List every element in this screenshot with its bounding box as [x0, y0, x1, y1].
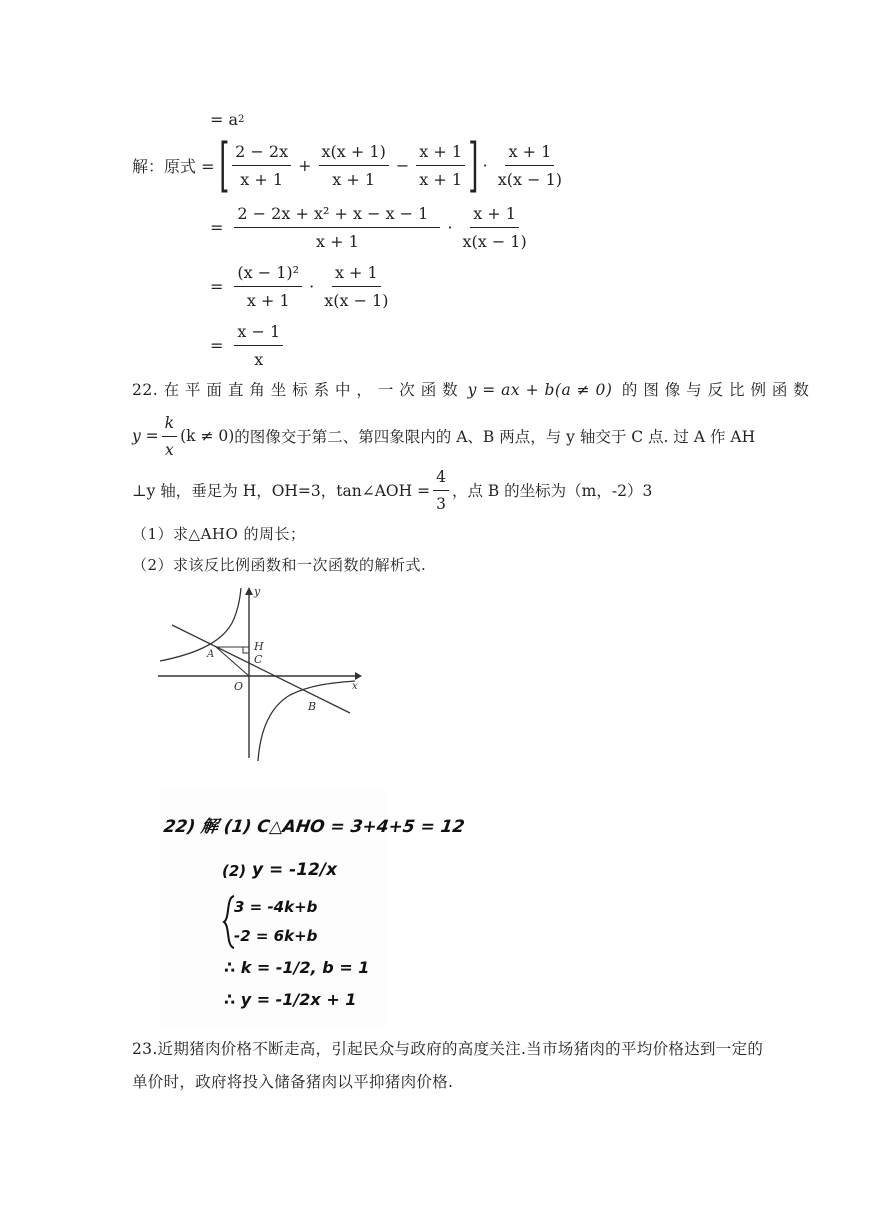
fraction-2: $\frac{x(x + 1)}{x + 1}$	[319, 142, 389, 189]
problem-23-line-2: 单价时，政府将投入储备猪肉以平抑猪肉价格.	[132, 1073, 454, 1091]
four-thirds-fraction: $\frac{4}{3}$	[433, 468, 449, 513]
hyperbola-branch-lower	[258, 681, 355, 761]
problem-22-line-2: y = $\frac{k}{x}$ (k ≠ 0) 的图像交于第二、第四象限内的 A、B 两点，与 y 轴交于 C 点. 过 A 作 AH	[132, 413, 756, 459]
label-H: H	[254, 640, 264, 653]
right-angle-mark	[243, 647, 249, 653]
label-A: A	[207, 649, 215, 660]
handwritten-line-5: ∴ k = -1/2, b = 1	[224, 958, 370, 977]
left-bracket: [	[218, 131, 229, 199]
solution-line-1: 解：原式 = [ $\frac{2 - 2x}{x + 1}$ + $\frac{x(x + 1)}{x + 1}$ − $\frac{x + 1}{x + 1}$ ] · $\frac{x + 1}{x(x - 1)}$	[132, 141, 568, 189]
handwritten-answer	[160, 790, 466, 1026]
solution-label: 解：原式 =	[132, 156, 215, 176]
problem-22-line-1: 22. 在 平 面 直 角 坐 标 系 中 ， 一 次 函 数 y = ax + b(a ≠ 0) 的 图 像 与 反 比 例 函 数	[132, 381, 810, 399]
result-text: = a	[210, 110, 239, 129]
result-exponent: 2	[238, 114, 245, 125]
y-axis-arrow	[245, 587, 253, 595]
fraction-4: $\frac{x + 1}{x(x - 1)}$	[497, 141, 563, 189]
handwritten-line-2: y = -12/x	[252, 860, 338, 880]
label-B: B	[308, 700, 317, 713]
label-y: y	[254, 585, 261, 598]
handwritten-line-1: 22) 解 (1) C△AHO = 3+4+5 = 12	[162, 817, 466, 837]
question-2: （2）求该反比例函数和一次函数的解析式.	[132, 556, 427, 574]
fraction-1: $\frac{2 - 2x}{x + 1}$	[232, 142, 291, 189]
label-C: C	[254, 653, 263, 666]
handwritten-line-3: 3 = -4k+b	[234, 898, 318, 916]
solution-line-2: = $\frac{\text{2 − 2x + x² + x − x − 1}}{x + 1}$ · $\frac{x + 1}{x(x - 1)}$	[210, 203, 533, 251]
fraction-8: $\frac{x + 1}{x(x - 1)}$	[324, 262, 389, 310]
label-x: x	[352, 681, 358, 692]
fraction-7: $\frac{\text{(x − 1)²}}{x + 1}$	[234, 263, 302, 310]
fraction-6: $\frac{x + 1}{x(x - 1)}$	[462, 203, 527, 251]
solution-line-3: = $\frac{\text{(x − 1)²}}{x + 1}$ · $\frac{x + 1}{x(x - 1)}$	[210, 262, 394, 310]
problem-23-line-1: 23.近期猪肉价格不断走高，引起民众与政府的高度关注.当市场猪肉的平均价格达到一定的	[132, 1040, 764, 1058]
handwritten-line-2-prefix: (2)	[222, 862, 247, 880]
fraction-3: $\frac{x + 1}{x + 1}$	[416, 142, 465, 189]
segment-OA	[216, 647, 249, 676]
solution-line-4: = $\frac{x - 1}{x}$	[210, 321, 286, 369]
x-axis-arrow	[355, 672, 362, 680]
problem-22-line-3: ⊥y 轴，垂足为 H，OH=3，tan∠AOH = $\frac{4}{3}$ ，点 B 的坐标为（m，-2）3	[132, 467, 653, 513]
coordinate-figure	[150, 583, 365, 763]
handwritten-line-6: ∴ y = -1/2x + 1	[224, 990, 357, 1009]
result-line	[210, 110, 244, 129]
fraction-5: $\frac{\text{2 − 2x + x² + x − x − 1}}{x + 1}$	[234, 204, 440, 251]
handwritten-line-4: -2 = 6k+b	[234, 927, 318, 945]
question-1: （1）求△AHO 的周长；	[132, 525, 306, 543]
fraction-9: $\frac{x - 1}{x}$	[234, 322, 283, 369]
linear-function-line	[172, 625, 350, 713]
right-bracket: ]	[468, 131, 479, 199]
hyperbola-branch-upper	[160, 588, 241, 661]
k-over-x-fraction: $\frac{k}{x}$	[162, 414, 177, 459]
label-O: O	[234, 680, 244, 693]
